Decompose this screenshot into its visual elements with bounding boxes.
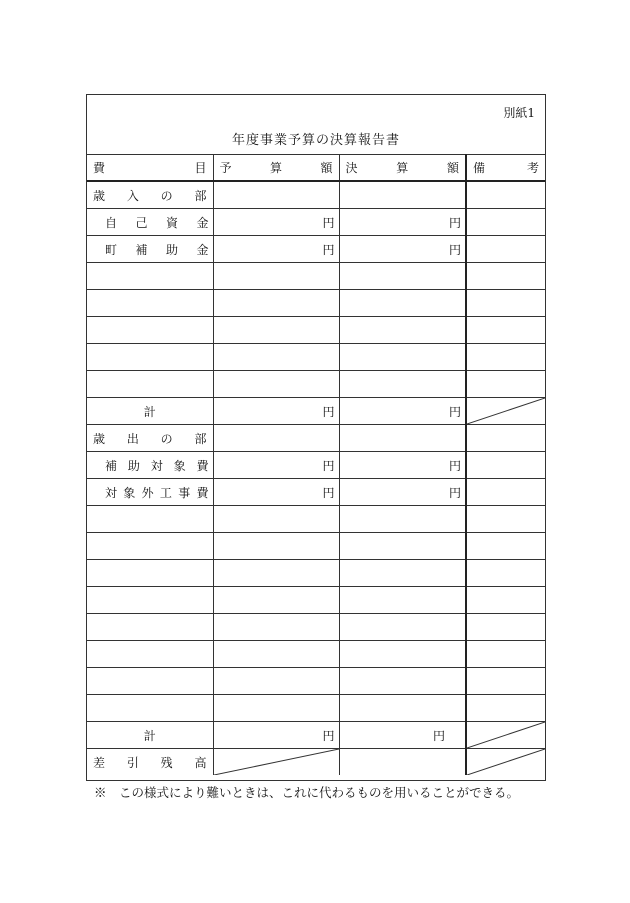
- settlement-cell[interactable]: 円: [339, 452, 466, 479]
- expenditure-total-row: [87, 722, 545, 749]
- attachment-label: 別紙1: [503, 106, 535, 120]
- remarks-diagonal-cell: [466, 722, 545, 749]
- empty-row: [87, 614, 545, 641]
- income-total-settlement[interactable]: 円: [339, 398, 466, 425]
- header-row: [87, 154, 545, 181]
- income-section-row: [87, 181, 545, 209]
- budget-cell[interactable]: 円: [213, 209, 339, 236]
- balance-row: [87, 749, 545, 776]
- settlement-report-form: [86, 94, 546, 781]
- diagonal-line: [467, 749, 545, 775]
- income-section-label: 歳 入 の 部: [87, 181, 213, 209]
- empty-row: [87, 317, 545, 344]
- remarks-cell[interactable]: [466, 479, 545, 506]
- diagonal-line: [214, 749, 339, 775]
- budget-cell[interactable]: 円: [213, 479, 339, 506]
- expenditure-item-non-subsidized: 対 象 外 工 事 費: [87, 479, 213, 506]
- remarks-cell[interactable]: [466, 452, 545, 479]
- title-block: [87, 95, 545, 155]
- table-row: [87, 452, 545, 479]
- remarks-diagonal-cell: [466, 398, 545, 425]
- header-item: 費 目: [87, 154, 213, 181]
- empty-row: [87, 344, 545, 371]
- income-item-own-funds: 自 己 資 金: [87, 209, 213, 236]
- table-row: [87, 209, 545, 236]
- empty-row: [87, 290, 545, 317]
- empty-row: [87, 263, 545, 290]
- empty-row: [87, 506, 545, 533]
- header-remarks: 備 考: [466, 154, 545, 181]
- expenditure-total-label: 計: [87, 722, 213, 749]
- settlement-cell[interactable]: 円: [339, 209, 466, 236]
- report-title: 年度事業予算の決算報告書: [231, 133, 400, 148]
- budget-cell[interactable]: 円: [213, 236, 339, 263]
- remarks-cell[interactable]: [466, 209, 545, 236]
- table-row: [87, 479, 545, 506]
- report-table: [87, 154, 545, 775]
- remarks-diagonal-cell: [466, 749, 545, 776]
- diagonal-line: [467, 722, 545, 748]
- expenditure-section-row: [87, 425, 545, 452]
- income-total-row: [87, 398, 545, 425]
- table-row: [87, 236, 545, 263]
- budget-cell[interactable]: 円: [213, 452, 339, 479]
- income-item-town-subsidy: 町 補 助 金: [87, 236, 213, 263]
- expenditure-total-settlement[interactable]: 円: [339, 722, 466, 749]
- header-budget: 予 算 額: [213, 154, 339, 181]
- settlement-cell[interactable]: 円: [339, 479, 466, 506]
- balance-label: 差 引 残 高: [87, 749, 213, 776]
- footnote: ※ この様式により難いときは、これに代わるものを用いることができる。: [94, 785, 520, 800]
- remarks-cell[interactable]: [466, 236, 545, 263]
- empty-row: [87, 668, 545, 695]
- income-total-budget[interactable]: 円: [213, 398, 339, 425]
- header-settlement: 決 算 額: [339, 154, 466, 181]
- budget-diagonal-cell: [213, 749, 339, 776]
- expenditure-total-budget[interactable]: 円: [213, 722, 339, 749]
- balance-settlement-cell[interactable]: [339, 749, 466, 776]
- diagonal-line: [467, 398, 545, 424]
- empty-row: [87, 641, 545, 668]
- expenditure-section-label: 歳 出 の 部: [87, 425, 213, 452]
- expenditure-item-subsidized: 補 助 対 象 費: [87, 452, 213, 479]
- empty-row: [87, 533, 545, 560]
- settlement-cell[interactable]: 円: [339, 236, 466, 263]
- empty-row: [87, 695, 545, 722]
- empty-row: [87, 371, 545, 398]
- income-total-label: 計: [87, 398, 213, 425]
- empty-row: [87, 587, 545, 614]
- empty-row: [87, 560, 545, 587]
